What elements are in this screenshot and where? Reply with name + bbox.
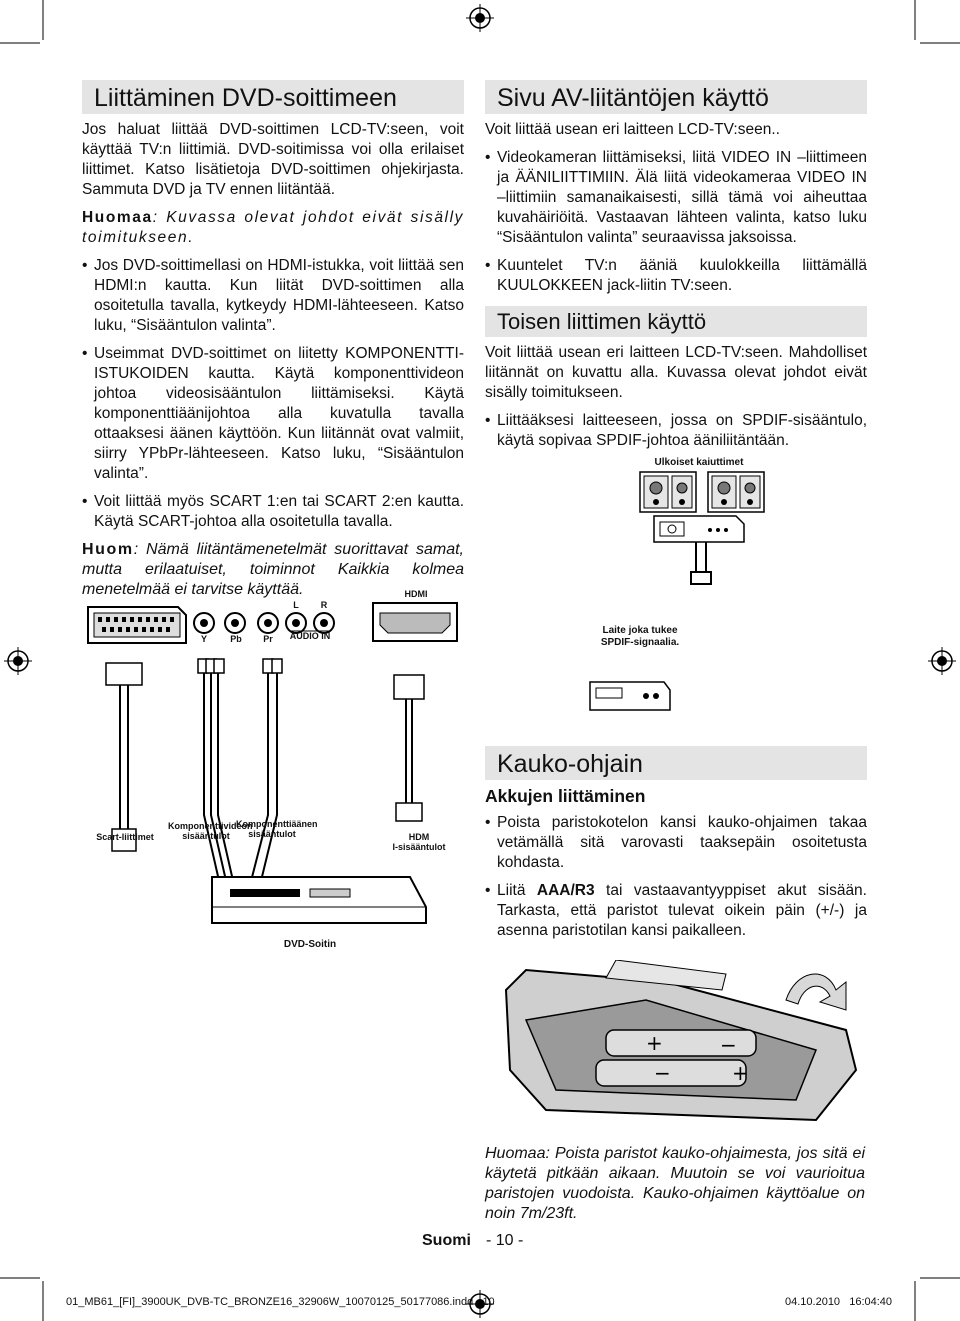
label-spdif-device-1: Laite joka tukee xyxy=(602,625,678,636)
rca-jacks-icon xyxy=(194,613,334,633)
dvd-note xyxy=(82,208,464,248)
dvd-connection-diagram xyxy=(80,585,480,960)
footer-language: Suomi xyxy=(422,1232,471,1249)
second-connector-bullet-spdif: • Liittääksesi laitteeseen, jossa on SPDIF-sisääntulo, käytä sopivaa SPDIF-johtoa ääniliitäntään. xyxy=(485,411,867,451)
label-l: L xyxy=(293,600,299,610)
hdmi-socket-icon xyxy=(373,603,457,641)
remote-section xyxy=(485,746,867,949)
side-av-bullet-camera: • Videokameran liittämiseksi, liitä VIDEO IN –liittimeen ja ÄÄNILIITTIMIIN. Älä liitä videokameraa VIDEO IN –liittimiin samanaikaisesti, sillä tämä voi aiheuttaa kuvahäiriöitä. Vastaavan lähteen valinta, katso luku “Sisääntulon valinta” seuraavissa jaksoissa. xyxy=(485,148,867,248)
side-av-intro: Voit liittää usean eri laitteen LCD-TV:seen.. xyxy=(485,121,780,138)
svg-text:−: − xyxy=(720,1033,737,1057)
footer-file-name: 01_MB61_[FI]_3900UK_DVB-TC_BRONZE16_32906W_10070125_50177086.indd 10 xyxy=(66,1296,495,1308)
dvd-bullet-scart: • Voit liittää myös SCART 1:en tai SCART 2:en kautta. Käytä SCART-johtoa alla osoitetulla tavalla. xyxy=(82,492,464,532)
side-av-heading: Sivu AV-liitäntöjen käyttö xyxy=(485,80,867,114)
cables-icon xyxy=(120,667,412,885)
remote-note-label: Huomaa xyxy=(485,1145,546,1162)
label-hdmi: HDMI xyxy=(404,589,428,599)
label-audio-in: AUDIO IN xyxy=(289,631,331,641)
dvd-player-icon xyxy=(212,877,426,923)
dvd-bullet-component: • Useimmat DVD-soittimet on liitetty KOMPONENTTI-ISTUKOIDEN kautta. Käytä komponenttivideon johtoa videosisääntulon liittämiseksi. Käytä komponenttiäänijohtoa alla kuvatulla tavalla ottaaksesi äänen käyttöön. Kun liitännät ovat valmiit, siirry YPbPr-lähteeseen. Katso luku, “Sisääntulon valinta”. xyxy=(82,344,464,484)
remote-bullet-insert-batteries: • Liitä AAA/R3 tai vastaavantyyppiset akut sisään. Tarkasta, että paristot tulevat oikein päin (+/-) ja asenna paristotilan kansi paikalleen. xyxy=(485,881,867,941)
label-r: R xyxy=(320,600,328,610)
label-component-audio: Komponenttiäänen sisääntulot xyxy=(236,819,318,839)
spdif-device-icon xyxy=(590,682,670,710)
remote-heading: Kauko-ohjain xyxy=(485,746,867,780)
footer-date: 04.10.2010 16:04:40 xyxy=(785,1296,893,1308)
speakers-icon xyxy=(640,472,764,512)
label-hdmi-input-1: HDM xyxy=(408,832,430,842)
amplifier-icon xyxy=(654,516,744,542)
svg-text:+: + xyxy=(732,1061,749,1085)
label-y: Y xyxy=(200,634,207,644)
battery-type-emphasis: AAA/R3 xyxy=(536,882,595,899)
dvd-intro: Jos haluat liittää DVD-soittimen LCD-TV:seen, voit käyttää TV:n liittimiä. DVD-soitimissa voi olla erilaiset liittimet. Katso lisätietoja DVD-soittimen ohjekirjasta. Sammuta DVD ja TV ennen liitäntää. xyxy=(82,121,464,198)
spdif-connection-diagram xyxy=(560,450,880,720)
right-column xyxy=(485,80,867,459)
remote-bullets xyxy=(485,813,867,941)
dvd-bullet-hdmi: • Jos DVD-soittimellasi on HDMI-istukka, voit liittää sen HDMI:n kautta. Kun liität DVD-soittimen alla osoitetulla tavalla, kytkeydy HDMI-lähteeseen. Katso luku, “Sisääntulon valinta”. xyxy=(82,256,464,336)
batteries-subheading: Akkujen liittäminen xyxy=(485,786,646,806)
dvd-huom-label: Huom xyxy=(82,541,134,558)
footer-page-number: - 10 - xyxy=(486,1232,524,1249)
arrow-icon xyxy=(786,974,846,1010)
label-external-speakers: Ulkoiset kaiuttimet xyxy=(654,457,744,468)
label-scart: Scart-liittimet xyxy=(96,832,154,842)
svg-text:+: + xyxy=(646,1031,663,1055)
remote-bullet-remove-cover: • Poista paristokotelon kansi kauko-ohjaimen takaa vetämällä sitä varovasti taaksepäin osoitetusta kohdasta. xyxy=(485,813,867,873)
svg-text:−: − xyxy=(654,1061,671,1085)
side-av-bullet-headphones: • Kuuntelet TV:n ääniä kuulokkeilla liittämällä KUULOKKEEN jack-liitin TV:seen. xyxy=(485,256,867,296)
label-pb: Pb xyxy=(230,634,242,644)
spdif-cable-icon xyxy=(691,542,711,584)
remote-battery-illustration xyxy=(486,960,866,1140)
dvd-bullet-list xyxy=(82,256,464,532)
dvd-huom-text: : Nämä liitäntämenetelmät suorittavat samat, mutta erilaatuiset, toiminnot Kaikkia kolmea menetelmää ei tarvitse käyttää. xyxy=(82,541,464,598)
label-dvd-player: DVD-Soitin xyxy=(283,939,337,950)
second-connector-bullets xyxy=(485,411,867,451)
remote-note xyxy=(485,1144,865,1224)
label-hdmi-input-2: I-sisääntulot xyxy=(392,842,446,852)
second-connector-intro: Voit liittää usean eri laitteen LCD-TV:seen. Mahdolliset liitännät on kuvattu alla. Kuvassa olevat johdot eivät sisälly toimitukseen. xyxy=(485,344,867,401)
dvd-note-label: Huomaa xyxy=(82,209,153,226)
label-component-video: Komponenttivideon sisääntulot xyxy=(168,821,253,841)
label-spdif-device-2: SPDIF-signaalia. xyxy=(600,637,680,648)
scart-socket-icon xyxy=(88,607,186,643)
second-connector-heading: Toisen liittimen käyttö xyxy=(485,306,867,337)
label-pr: Pr xyxy=(263,634,273,644)
left-column xyxy=(82,80,464,606)
dvd-note-text: : Kuvassa olevat johdot eivät sisälly toimitukseen. xyxy=(82,209,464,246)
remote-note-text: : Poista paristot kauko-ohjaimesta, jos sitä ei käytetä pitkään aikaan. Muutoin se voi vaurioitua paristojen vuodoista. Kauko-ohjaimen käyttöalue on noin 7m/23ft. xyxy=(485,1145,865,1222)
side-av-bullets xyxy=(485,148,867,296)
dvd-section-heading: Liittäminen DVD-soittimeen xyxy=(82,80,464,114)
